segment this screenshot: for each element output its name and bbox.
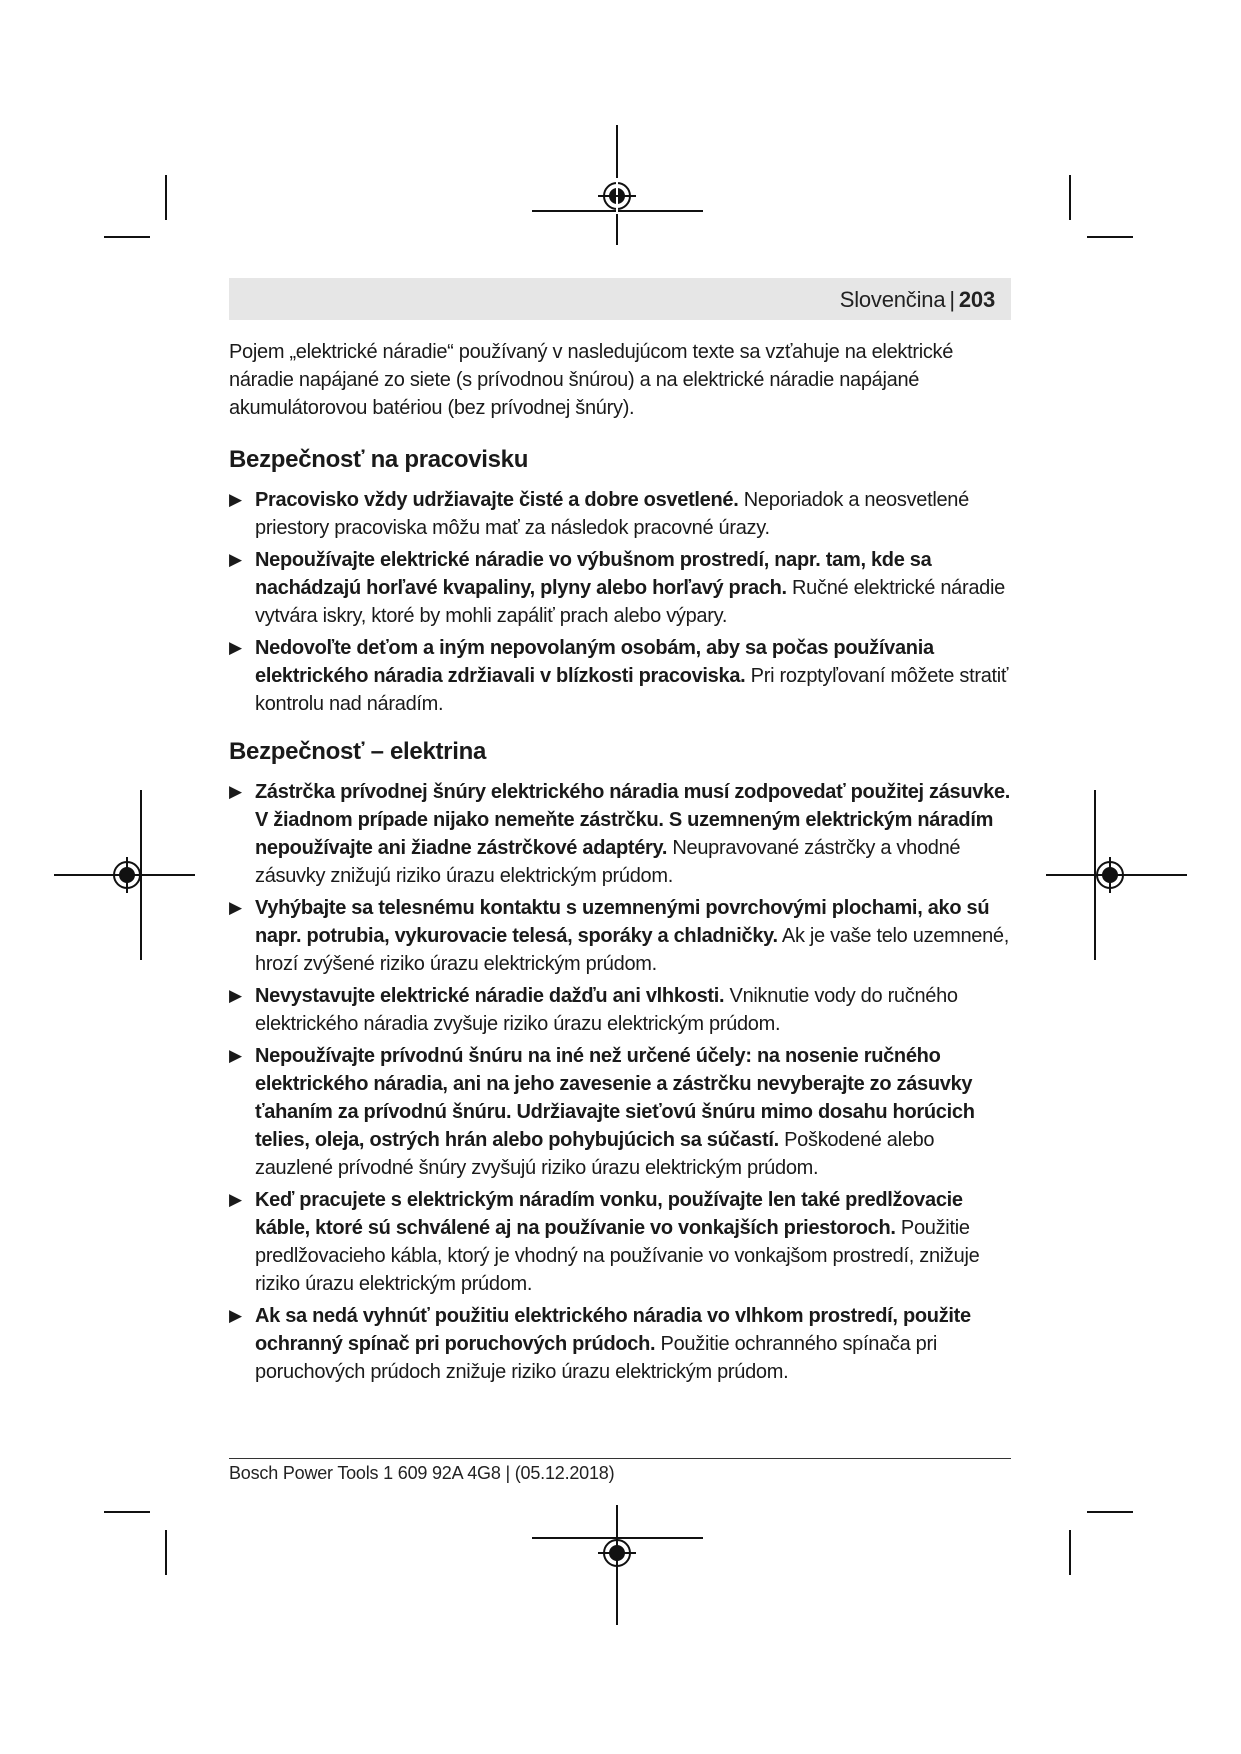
- list-item: [229, 982, 1011, 1038]
- item-bold-text: Nedovoľte deťom a iným nepovolaným osobám, aby sa počas používania elektrického náradia zdržiavali v blízkosti pracoviska.: [255, 637, 934, 687]
- item-text: Neupravované zástrčky a vhodné zásuvky znižujú riziko úrazu elektrickým prúdom.: [255, 837, 961, 887]
- item-text: Použitie predlžovacieho kábla, ktorý je vhodný na používanie vo vonkajšom prostredí, znižuje riziko úrazu elektrickým prúdom.: [255, 1217, 980, 1295]
- bullet-icon: ▶: [229, 490, 242, 509]
- item-bold-text: Nepoužívajte elektrické náradie vo výbušnom prostredí, napr. tam, kde sa nachádzajú horľavé kvapaliny, plyny alebo horľavý prach.: [255, 549, 932, 599]
- electrical-list: [229, 778, 1011, 1386]
- bullet-icon: ▶: [229, 898, 242, 917]
- list-item: [229, 1042, 1011, 1182]
- item-bold-text: Nevystavujte elektrické náradie dažďu ani vlhkosti.: [255, 985, 725, 1007]
- page-number: 203: [958, 287, 995, 312]
- section-title-workplace: Bezpečnosť na pracovisku: [229, 446, 529, 473]
- header-language: Slovenčina: [839, 287, 946, 312]
- list-item: [229, 634, 1011, 718]
- list-item: [229, 894, 1011, 978]
- item-text: Poškodené alebo zauzlené prívodné šnúry zvyšujú riziko úrazu elektrickým prúdom.: [255, 1129, 935, 1179]
- list-item: [229, 1302, 1011, 1386]
- bullet-icon: ▶: [229, 782, 242, 801]
- list-item: [229, 778, 1011, 890]
- list-item: [229, 1186, 1011, 1298]
- item-text: Vniknutie vody do ručného elektrického náradia zvyšuje riziko úrazu elektrickým prúdom.: [255, 985, 958, 1035]
- bullet-icon: ▶: [229, 1046, 242, 1065]
- bullet-icon: ▶: [229, 550, 242, 569]
- main-content: [229, 338, 1011, 1390]
- list-item: [229, 486, 1011, 542]
- header-text: [840, 287, 995, 313]
- page-footer: Bosch Power Tools 1 609 92A 4G8 | (05.12.2018): [229, 1463, 615, 1483]
- item-text: Ak je vaše telo uzemnené, hrozí zvýšené riziko úrazu elektrickým prúdom.: [255, 925, 1009, 975]
- item-text: Pri rozptyľovaní môžete stratiť kontrolu nad náradím.: [255, 665, 1009, 715]
- item-bold-text: Nepoužívajte prívodnú šnúru na iné než určené účely: na nosenie ručného elektrického náradia, ani na jeho zavesenie a zástrčku nevyberajte zo zásuvky ťahaním za prívodnú šnúru. Udržiavajte sieťovú šnúru mimo dosahu horúcich telies, oleja, ostrých hrán alebo pohybujúcich sa súčastí.: [255, 1045, 975, 1151]
- workplace-list: [229, 486, 1011, 718]
- bullet-icon: ▶: [229, 638, 242, 657]
- header-separator: |: [949, 287, 955, 312]
- item-text: Použitie ochranného spínača pri poruchových prúdoch znižuje riziko úrazu elektrickým prúdom.: [255, 1333, 937, 1383]
- item-bold-text: Pracovisko vždy udržiavajte čisté a dobre osvetlené.: [255, 489, 739, 511]
- item-text: Neporiadok a neosvetlené priestory pracoviska môžu mať za následok pracovné úrazy.: [255, 489, 969, 539]
- bullet-icon: ▶: [229, 1306, 242, 1325]
- item-bold-text: Vyhýbajte sa telesnému kontaktu s uzemnenými povrchovými plochami, ako sú napr. potrubia, vykurovacie telesá, sporáky a chladničky.: [255, 897, 990, 947]
- intro-paragraph: Pojem „elektrické náradie“ používaný v nasledujúcom texte sa vzťahuje na elektrické náradie napájané zo siete (s prívodnou šnúrou) a na elektrické náradie napájané akumulátorovou batériou (bez prívodnej šnúry).: [229, 341, 954, 419]
- page-header: [229, 278, 1011, 320]
- item-bold-text: Keď pracujete s elektrickým náradím vonku, používajte len také predlžovacie káble, ktoré sú schválené aj na používanie vo vonkajších priestoroch.: [255, 1189, 963, 1239]
- item-bold-text: Ak sa nedá vyhnúť použitiu elektrického náradia vo vlhkom prostredí, použite ochranný spínač pri poruchových prúdoch.: [255, 1305, 971, 1355]
- bullet-icon: ▶: [229, 986, 242, 1005]
- footer-divider: [229, 1458, 1011, 1459]
- section-title-electrical: Bezpečnosť – elektrina: [229, 738, 487, 765]
- item-bold-text: Zástrčka prívodnej šnúry elektrického náradia musí zodpovedať použitej zásuvke. V žiadnom prípade nijako nemeňte zástrčku. S uzemneným elektrickým náradím nepoužívajte ani žiadne zástrčkové adaptéry.: [255, 781, 1011, 859]
- list-item: [229, 546, 1011, 630]
- bullet-icon: ▶: [229, 1190, 242, 1209]
- item-text: Ručné elektrické náradie vytvára iskry, ktoré by mohli zapáliť prach alebo výpary.: [255, 577, 1005, 627]
